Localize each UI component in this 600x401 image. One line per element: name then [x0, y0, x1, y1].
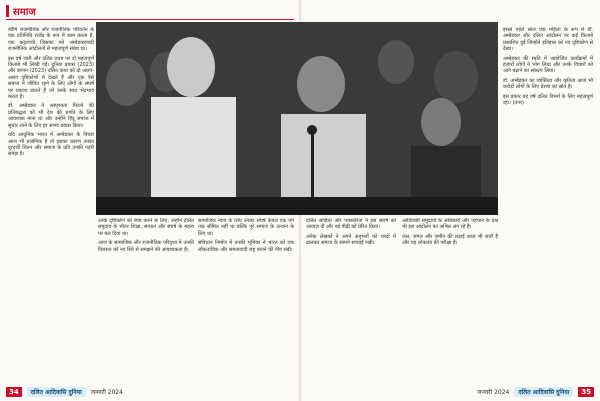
- paragraph: जल, जंगल और ज़मीन की लड़ाई आज भी जारी है और यह लोकतंत्र की परीक्षा है।: [402, 233, 498, 247]
- paragraph: डॉ. अम्बेडकर ने अस्पृश्यता मिटाने की प्रतिबद्धता को भी देश की प्रगति के लिए आवश्यक माना था और उन्होंने हिंदू समाज में सुधार लाने के लिए हर संभव प्रयास किया।: [8, 103, 94, 129]
- paragraph: अम्बेडकर की स्मृति में आयोजित कार्यक्रमों में हज़ारों लोगों ने भाग लिया और उनके विचारों को आगे बढ़ाने का संकल्प लिया।: [503, 55, 593, 75]
- paragraph: इससे पहले साल एक महिला के रूप में डॉ. अम्बेडकर और दलित आंदोलन पर कई किताबें प्रकाशित हुईं जिन्होंने इतिहास को नए दृष्टिकोण से देखा।: [503, 27, 593, 53]
- text-column-right-1: [306, 218, 396, 379]
- section-header: [6, 4, 36, 18]
- paragraph: दलित साहित्य और पत्रकारिता ने इस संघर्ष को आवाज़ दी और नई पीढ़ी को प्रेरित किया।: [306, 218, 396, 231]
- section-label: समाज: [13, 7, 36, 18]
- text-column-left-2: [98, 218, 194, 379]
- paragraph: संविधान निर्माण में उनकी भूमिका ने भारत को एक लोकतांत्रिक और समतावादी राष्ट्र बनाने की नींव रखी।: [198, 240, 294, 253]
- paragraph: उनके दृष्टिकोण को स्पष्ट करने के लिए, उन्होंने दलित समुदाय के भीतर शिक्षा, संगठन और संघर्ष के महत्व पर बल दिया था।: [98, 218, 194, 237]
- publication-name-right: दलित आदिवासि दुनिया: [514, 387, 573, 397]
- footer-left: [6, 386, 123, 397]
- paragraph: यदि आधुनिक भारत में अम्बेडकर के विचार आज भी प्रासंगिक हैं तो इसका कारण उनका दूरदर्शी चिंतन और समाज के प्रति उनकी गहरी समझ है।: [8, 132, 94, 158]
- text-column-right-2: [402, 218, 498, 379]
- paragraph: इस प्रकार यह वर्ष दलित विमर्श के लिए महत्वपूर्ण रहा। (उपर): [503, 93, 593, 107]
- paragraph: इस वर्ष जारी और दलित प्रथम पर दो महत्वपूर्ण किताबें भी लिखी गईं। दुनिया प्रयास (2023) और कप्पन (2023) दलित कथा को दो अलग-अलग दृष्टिकोणों में देखते हैं और एक ऐसे समाज में जीवित रहने के लिए लोगों के संघर्ष पर प्रकाश डालते हैं जो उनके साथ भेदभाव करता है।: [8, 55, 94, 101]
- section-marker: [6, 5, 9, 17]
- page-number-right: 35: [578, 387, 594, 397]
- issue-date-right: जनवरी 2024: [477, 388, 510, 396]
- paragraph: आज के सामाजिक और राजनीतिक परिदृश्य में उनकी विरासत को नए सिरे से समझने की आवश्यकता है।: [98, 240, 194, 253]
- footer-right: [477, 386, 594, 397]
- paragraph: आदिवासी समुदायों के अधिकारों और पहचान के प्रश्न भी इस आंदोलन का अभिन्न अंग रहे हैं।: [402, 218, 498, 231]
- historical-photo: [96, 22, 498, 215]
- page-number-left: 34: [6, 387, 22, 397]
- issue-date-left: जनवरी 2024: [90, 388, 123, 396]
- text-column-left-3: [198, 218, 294, 379]
- paragraph: सामाजिक न्याय के लिए उनका संघर्ष केवल एक वर्ग तक सीमित नहीं था बल्कि पूरे समाज के उत्थान के लिए था।: [198, 218, 294, 237]
- publication-name-left: दलित आदिवासि दुनिया: [27, 387, 86, 397]
- text-column-left-1: [8, 27, 94, 379]
- paragraph: कौमि राजनीतिक और राजनीतिक परिवर्तन के एक प्रतिनिधि राजेंद्र के रूप में काम करता है, एक कट्टरपंथी जिसका नये अम्बेडकरवादी राजनीतिक आंदोलनों से महत्वपूर्ण संबंध था।: [8, 27, 94, 53]
- photo-illustration: [96, 22, 498, 215]
- paragraph: डॉ. अम्बेडकर का व्यक्तित्व और कृतित्व आज भी करोड़ों लोगों के लिए प्रेरणा का स्रोत है।: [503, 77, 593, 91]
- paragraph: अनेक लेखकों ने अपने अनुभवों को शब्दों में ढालकर समाज के सामने सच्चाई रखी।: [306, 233, 396, 247]
- text-column-right-3: [503, 27, 593, 379]
- section-rule: [6, 19, 294, 20]
